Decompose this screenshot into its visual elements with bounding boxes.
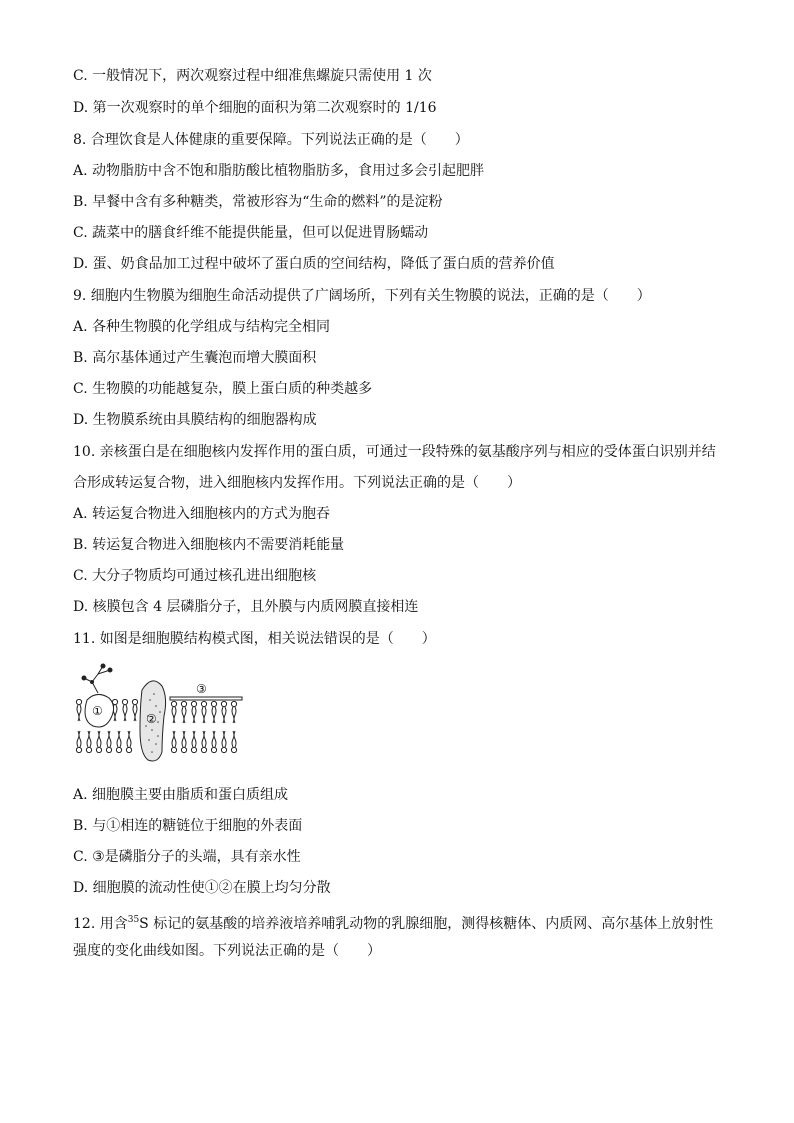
- option-8a: A. 动物脂肪中含不饱和脂肪酸比植物脂肪多，食用过多会引起肥胖: [73, 163, 485, 179]
- option-11d: D. 细胞膜的流动性使①②在膜上均匀分散: [73, 880, 331, 896]
- question-8: 8. 合理饮食是人体健康的重要保障。下列说法正确的是（ ）: [73, 132, 469, 148]
- option-9b: B. 高尔基体通过产生囊泡而增大膜面积: [73, 350, 317, 366]
- figure-label-1: ①: [92, 704, 103, 718]
- figure-label-3: ③: [196, 682, 207, 696]
- option-10c: C. 大分子物质均可通过核孔进出细胞核: [73, 568, 317, 584]
- question-12-line1: [73, 910, 733, 934]
- isotope-mass-number: 35: [127, 915, 140, 925]
- option-7d: D. 第一次观察时的单个细胞的面积为第二次观察时的 1/16: [73, 100, 437, 116]
- option-8b: B. 早餐中含有多种糖类，常被形容为“生命的燃料”的是淀粉: [73, 194, 443, 210]
- cell-membrane-diagram: [70, 660, 250, 770]
- option-8d: D. 蛋、奶食品加工过程中破坏了蛋白质的空间结构，降低了蛋白质的营养价值: [73, 256, 555, 272]
- option-10a: A. 转运复合物进入细胞核内的方式为胞吞: [73, 506, 331, 522]
- option-9d: D. 生物膜系统由具膜结构的细胞器构成: [73, 412, 317, 428]
- figure-label-2: ②: [146, 712, 157, 726]
- question-10-line1: 10. 亲核蛋白是在细胞核内发挥作用的蛋白质，可通过一段特殊的氨基酸序列与相应的受体蛋白识别并结: [73, 444, 716, 460]
- option-9a: A. 各种生物膜的化学组成与结构完全相同: [73, 319, 331, 335]
- question-12-prefix: 12. 用含: [73, 916, 128, 932]
- option-10d: D. 核膜包含 4 层磷脂分子，且外膜与内质网膜直接相连: [73, 599, 419, 615]
- option-9c: C. 生物膜的功能越复杂，膜上蛋白质的种类越多: [73, 381, 373, 397]
- option-11b: B. 与①相连的糖链位于细胞的外表面: [73, 818, 303, 834]
- option-7c: C. 一般情况下，两次观察过程中细准焦螺旋只需使用 1 次: [73, 68, 432, 84]
- option-8c: C. 蔬菜中的膳食纤维不能提供能量，但可以促进胃肠蠕动: [73, 225, 429, 241]
- question-12-text: S 标记的氨基酸的培养液培养哺乳动物的乳腺细胞，测得核糖体、内质网、高尔基体上放射性: [139, 916, 714, 932]
- option-11c: C. ③是磷脂分子的头端，具有亲水性: [73, 849, 301, 865]
- question-12-line2: 强度的变化曲线如图。下列说法正确的是（ ）: [73, 943, 381, 959]
- question-9: 9. 细胞内生物膜为细胞生命活动提供了广阔场所，下列有关生物膜的说法，正确的是（ ）: [73, 288, 651, 304]
- option-10b: B. 转运复合物进入细胞核内不需要消耗能量: [73, 537, 345, 553]
- question-10-line2: 合形成转运复合物，进入细胞核内发挥作用。下列说法正确的是（ ）: [73, 475, 521, 491]
- option-11a: A. 细胞膜主要由脂质和蛋白质组成: [73, 787, 289, 803]
- question-11: 11. 如图是细胞膜结构模式图，相关说法错误的是（ ）: [73, 631, 436, 647]
